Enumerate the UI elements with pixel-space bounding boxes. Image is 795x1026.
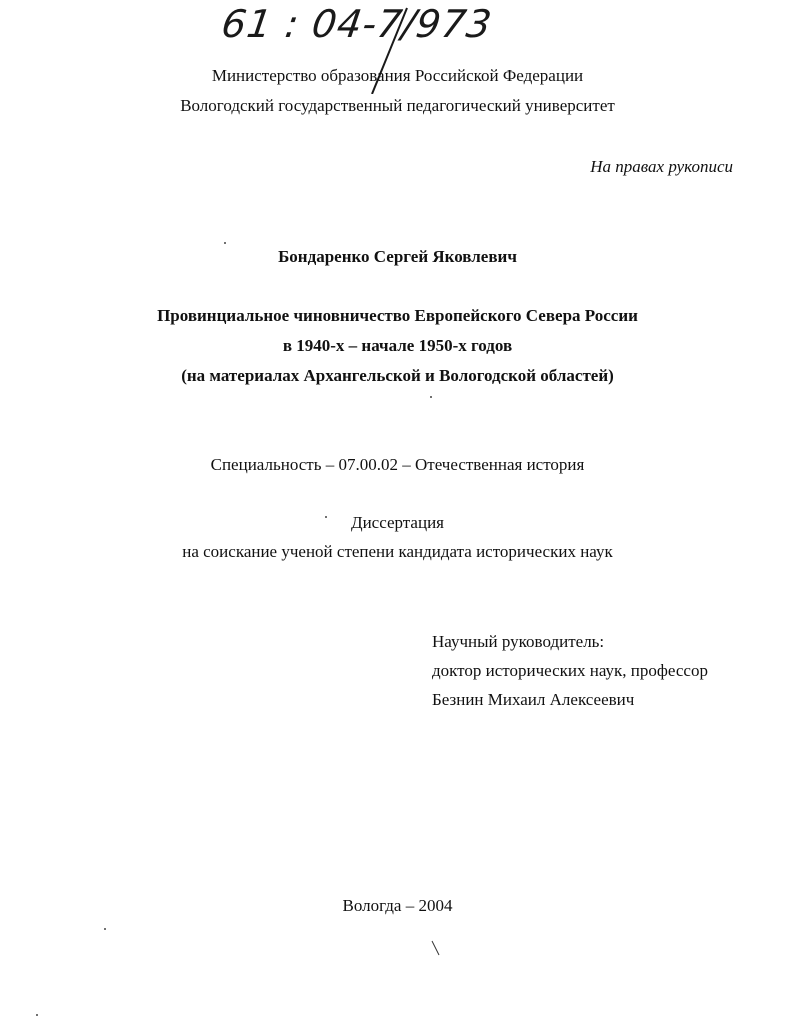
scan-mark: [430, 940, 442, 956]
scan-speck: [430, 396, 432, 398]
supervisor-credentials: доктор исторических наук, профессор: [432, 661, 708, 680]
ministry-line: Министерство образования Российской Федерации: [211, 66, 584, 85]
title-line-3: (на материалах Архангельской и Вологодской областей): [181, 366, 614, 385]
place-year-line: Вологда – 2004: [342, 896, 453, 915]
degree-line: на соискание ученой степени кандидата исторических наук: [182, 542, 613, 561]
title-line-2: в 1940-х – начале 1950-х годов: [282, 336, 513, 355]
archive-mark-text: 61 : 04-7/973: [218, 2, 495, 46]
specialty-line: Специальность – 07.00.02 – Отечественная история: [210, 455, 585, 474]
scan-speck: [224, 242, 226, 244]
supervisor-name: Безнин Михаил Алексеевич: [432, 690, 635, 709]
author-name: Бондаренко Сергей Яковлевич: [278, 247, 517, 266]
scan-speck: [104, 928, 106, 930]
university-line: Вологодский государственный педагогический университет: [180, 96, 615, 115]
work-type-line: Диссертация: [350, 513, 444, 532]
supervisor-label: Научный руководитель:: [432, 632, 605, 651]
scan-speck: [36, 1014, 38, 1016]
manuscript-note: На правах рукописи: [590, 157, 733, 176]
scan-speck: [325, 516, 327, 518]
title-line-1: Провинциальное чиновничество Европейского Севера России: [157, 306, 638, 325]
